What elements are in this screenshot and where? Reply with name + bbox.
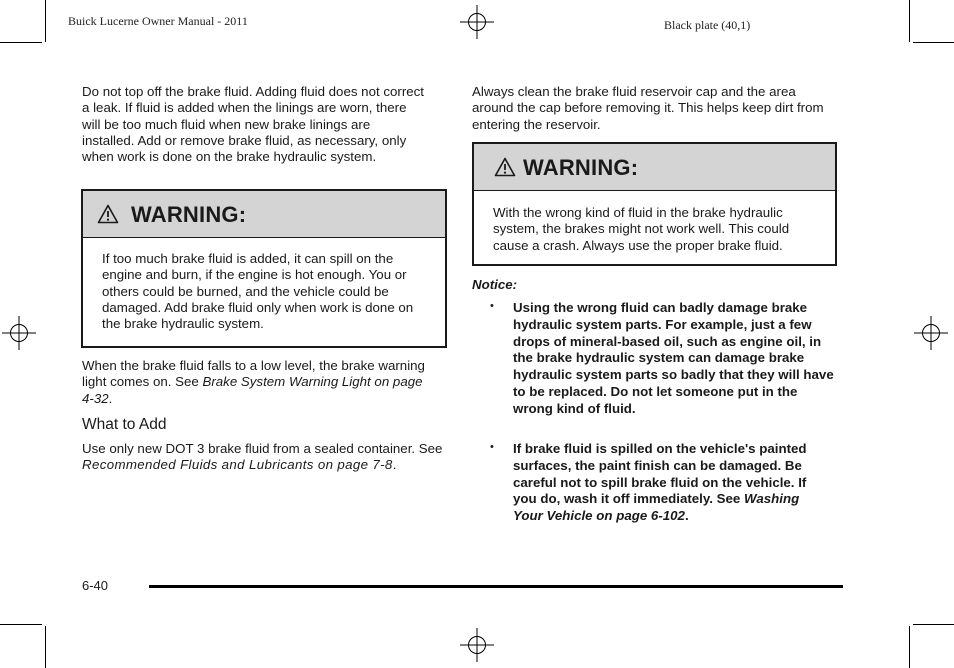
registration-mark-icon bbox=[2, 316, 36, 350]
crop-mark-bottom-left-h bbox=[0, 624, 42, 625]
recommended-fluids-reference[interactable]: Recommended Fluids and Lubricants on page 7-8 bbox=[82, 457, 393, 473]
header-left: Buick Lucerne Owner Manual - 2011 bbox=[68, 14, 248, 28]
notice-bullet-2-end: . bbox=[684, 508, 689, 524]
left-warning-header bbox=[83, 191, 445, 238]
warning-triangle-icon bbox=[97, 204, 119, 224]
left-warning-title: WARNING: bbox=[131, 202, 247, 227]
left-warning-body: If too much brake fluid is added, it can spill on the engine and burn, if the engine is hot enough. You or others could be burned, and the vehicle could be damaged. Add brake fluid only when work is done on the brake hydraulic system. bbox=[102, 251, 414, 332]
crop-mark-bottom-right-v bbox=[909, 626, 910, 668]
crop-mark-top-left-v bbox=[45, 0, 46, 42]
left-warning-box bbox=[81, 189, 447, 348]
left-paragraph-3 bbox=[82, 441, 450, 474]
left-paragraph-2 bbox=[82, 358, 432, 407]
left-paragraph-3-end: . bbox=[392, 457, 397, 473]
left-paragraph-2-end: . bbox=[108, 390, 113, 406]
bullet-1-marker: • bbox=[490, 300, 494, 312]
notice-bullet-2 bbox=[513, 441, 813, 525]
crop-mark-bottom-left-v bbox=[45, 626, 46, 668]
notice-bullet-1: Using the wrong fluid can badly damage brake hydraulic system parts. For example, just a few drops of mineral-based oil, such as engine oil, in the brake hydraulic system can damage brake hydraulic system parts so badly that they will have to be replaced. Do not let someone put in the wrong kind of fluid. bbox=[513, 300, 834, 416]
right-warning-title: WARNING: bbox=[523, 155, 639, 180]
notice-bullet-2-text: If brake fluid is spilled on the vehicle's painted surfaces, the paint finish can be damaged. Be careful not to spill brake fluid on the vehicle. If you do, wash it off immediately. See bbox=[513, 441, 807, 507]
what-to-add-heading: What to Add bbox=[82, 416, 167, 433]
right-warning-body: With the wrong kind of fluid in the brake hydraulic system, the brakes might not work well. This could cause a crash. Always use the proper brake fluid. bbox=[493, 205, 790, 253]
right-paragraph-1: Always clean the brake fluid reservoir cap and the area around the cap before removing it. This helps keep dirt from entering the reservoir. bbox=[472, 84, 824, 132]
registration-mark-icon bbox=[460, 5, 494, 39]
crop-mark-top-right-v bbox=[909, 0, 910, 42]
crop-mark-bottom-right-h bbox=[913, 624, 954, 625]
bullet-2-marker: • bbox=[490, 441, 494, 453]
header-right: Black plate (40,1) bbox=[664, 18, 751, 32]
washing-vehicle-reference[interactable]: Washing Your Vehicle on page 6-102 bbox=[513, 491, 800, 524]
crop-mark-top-right-h bbox=[913, 42, 954, 43]
left-paragraph-3-text: Use only new DOT 3 brake fluid from a sealed container. See bbox=[82, 441, 443, 456]
footer-rule bbox=[149, 585, 843, 588]
brake-warning-light-reference[interactable]: Brake System Warning Light on page 4-32 bbox=[82, 374, 423, 406]
warning-triangle-icon bbox=[494, 157, 516, 177]
notice-label: Notice: bbox=[472, 277, 518, 292]
right-warning-header bbox=[474, 144, 835, 191]
registration-mark-icon bbox=[914, 316, 948, 350]
left-paragraph-1: Do not top off the brake fluid. Adding fluid does not correct a leak. If fluid is added when the linings are worn, there will be too much fluid when new brake linings are installed. Add or remove brake fluid, as necessary, only when work is done on the brake hydraulic system. bbox=[82, 84, 424, 165]
left-paragraph-2-text: When the brake fluid falls to a low level, the brake warning light comes on. See bbox=[82, 358, 425, 390]
page-number: 6-40 bbox=[82, 578, 109, 593]
right-warning-box bbox=[472, 142, 837, 266]
crop-mark-top-left-h bbox=[0, 42, 42, 43]
registration-mark-icon bbox=[460, 628, 494, 662]
